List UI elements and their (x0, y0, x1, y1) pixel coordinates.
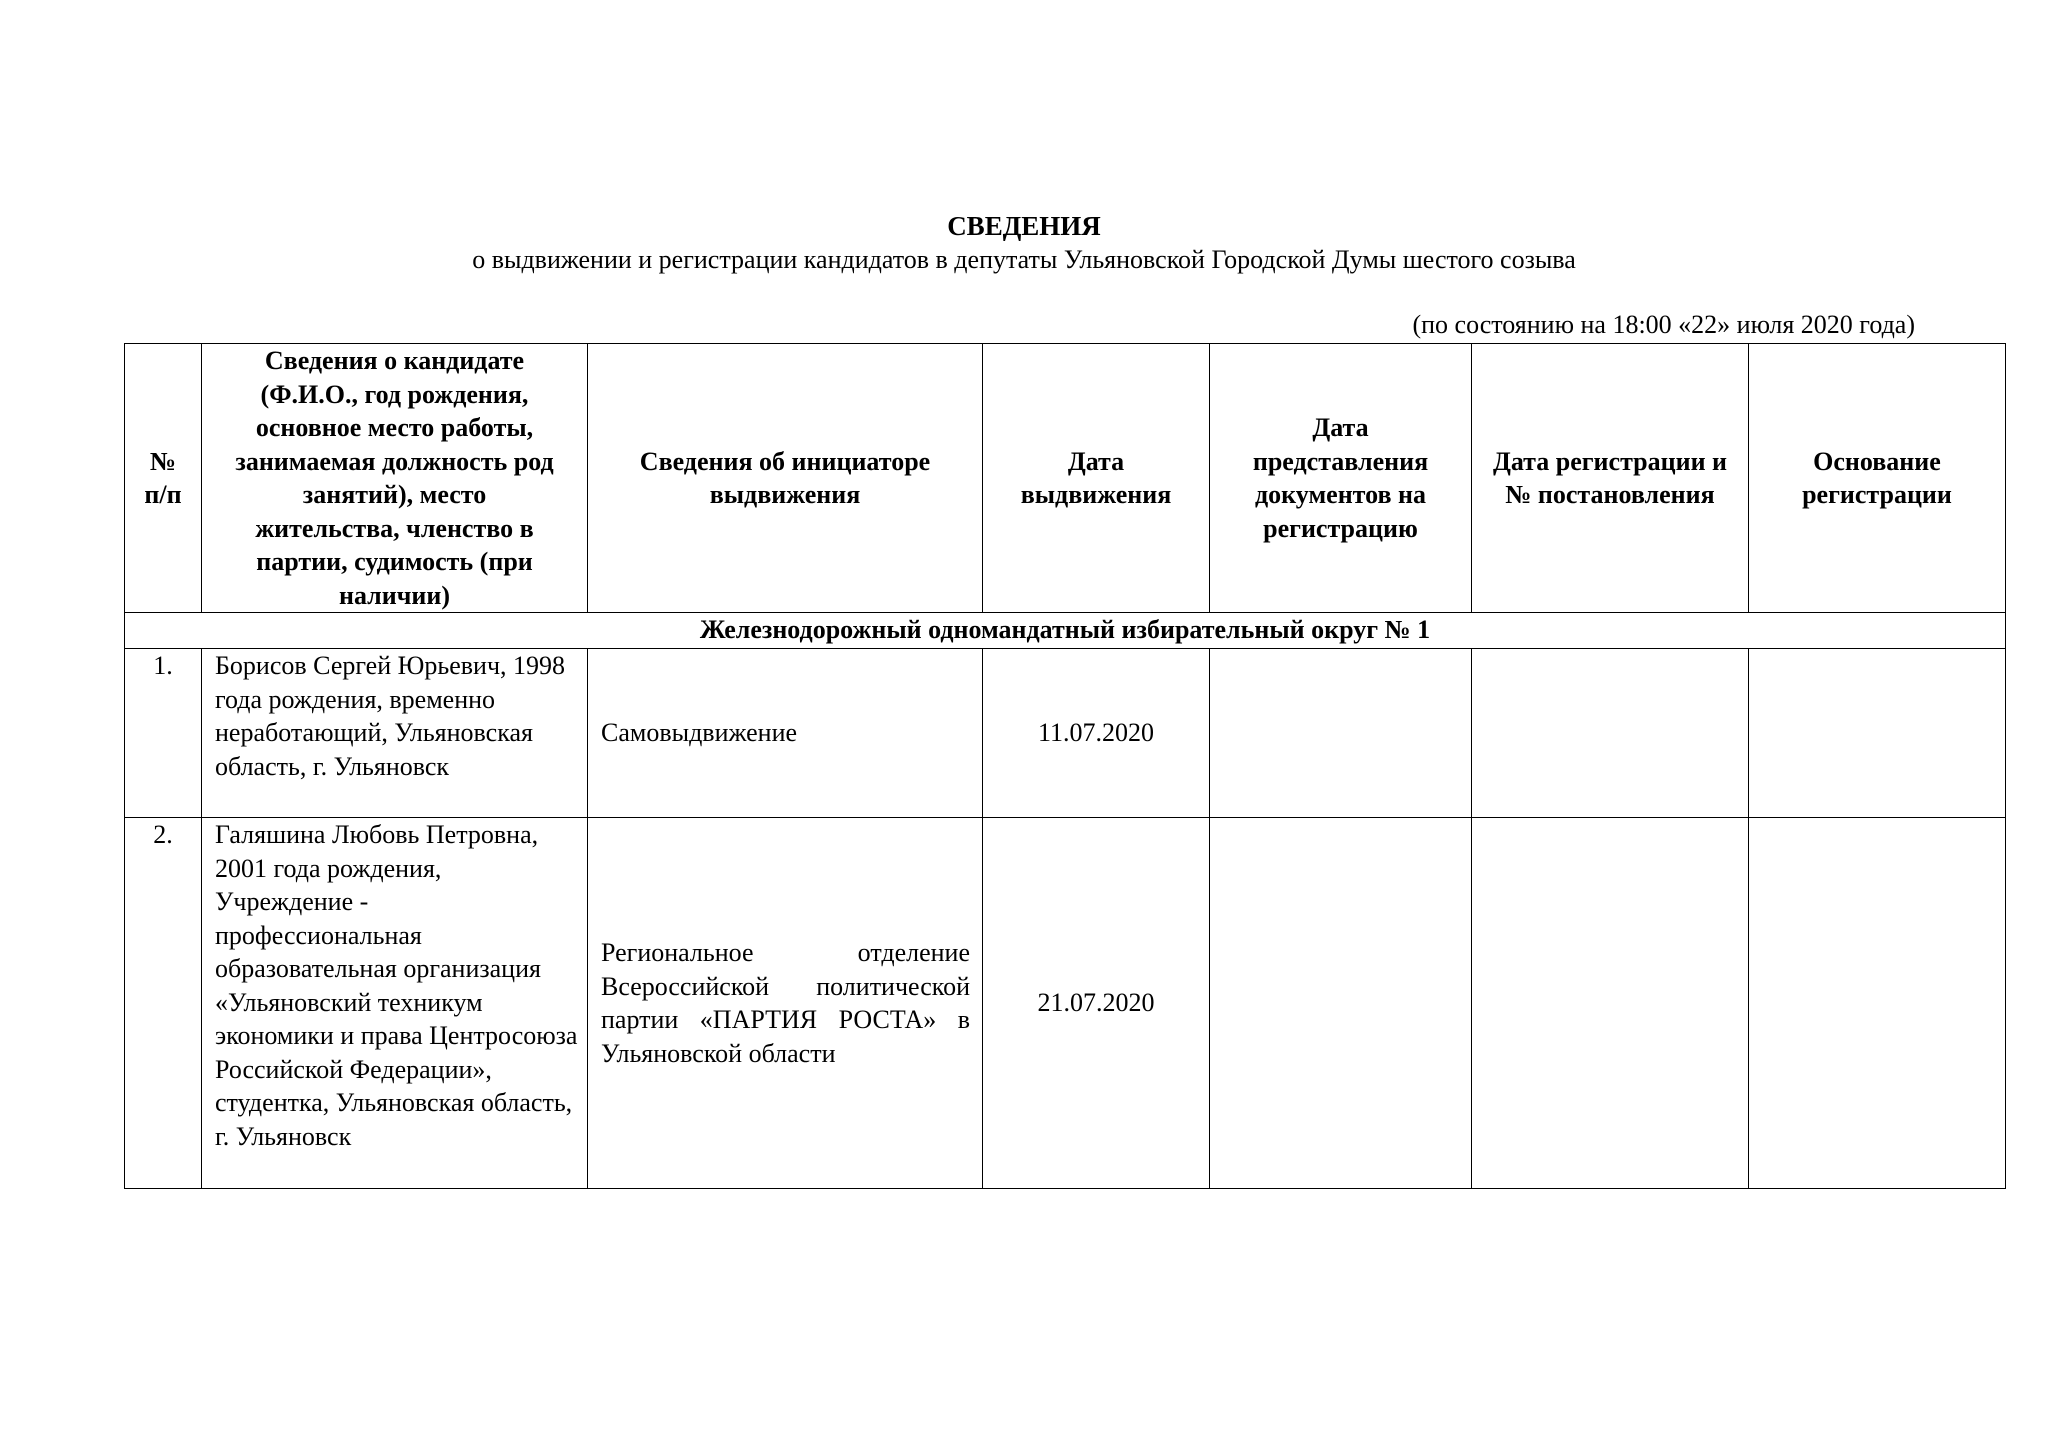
initiator-info: Региональное отделение Всероссийской политической партии «ПАРТИЯ РОСТА» в Ульяновской области (588, 818, 983, 1189)
header-candidate: Сведения о кандидате (Ф.И.О., год рождения, основное место работы, занимаемая должность род занятий), место жительства, членство в партии, судимость (при наличии) (202, 344, 588, 613)
docs-date (1210, 649, 1472, 818)
row-num: 2. (125, 818, 202, 1189)
nomination-date: 11.07.2020 (983, 649, 1210, 818)
header-docs-date: Дата представления документов на регистрацию (1210, 344, 1472, 613)
table-row (125, 649, 2006, 818)
document-title: СВЕДЕНИЯ (947, 211, 1101, 241)
initiator-info: Самовыдвижение (588, 649, 983, 818)
candidates-table (124, 343, 2006, 1189)
district-name: Железнодорожный одномандатный избирательный округ № 1 (125, 613, 2006, 649)
registration-basis (1749, 649, 2006, 818)
registration-basis (1749, 818, 2006, 1189)
row-num: 1. (125, 649, 202, 818)
table-header-row (125, 344, 2006, 613)
header-num: № п/п (125, 344, 202, 613)
docs-date (1210, 818, 1472, 1189)
header-nomination-date: Дата выдвижения (983, 344, 1210, 613)
candidate-info: Галяшина Любовь Петровна, 2001 года рождения, Учреждение - профессиональная образовательная организация «Ульяновский техникум экономики и права Центросоюза Российской Федерации», студентка, Ульяновская область, г. Ульяновск (202, 818, 588, 1189)
district-row (125, 613, 2006, 649)
nomination-date: 21.07.2020 (983, 818, 1210, 1189)
header-registration: Дата регистрации и № постановления (1472, 344, 1749, 613)
table-row (125, 818, 2006, 1189)
registration-info (1472, 649, 1749, 818)
candidate-info: Борисов Сергей Юрьевич, 1998 года рождения, временно неработающий, Ульяновская область, г. Ульяновск (202, 649, 588, 818)
header-basis: Основание регистрации (1749, 344, 2006, 613)
document-subtitle: о выдвижении и регистрации кандидатов в депутаты Ульяновской Городской Думы шестого созыва (472, 245, 1576, 274)
header-initiator: Сведения об инициаторе выдвижения (588, 344, 983, 613)
status-date: (по состоянию на 18:00 «22» июля 2020 года) (1412, 310, 1915, 339)
registration-info (1472, 818, 1749, 1189)
